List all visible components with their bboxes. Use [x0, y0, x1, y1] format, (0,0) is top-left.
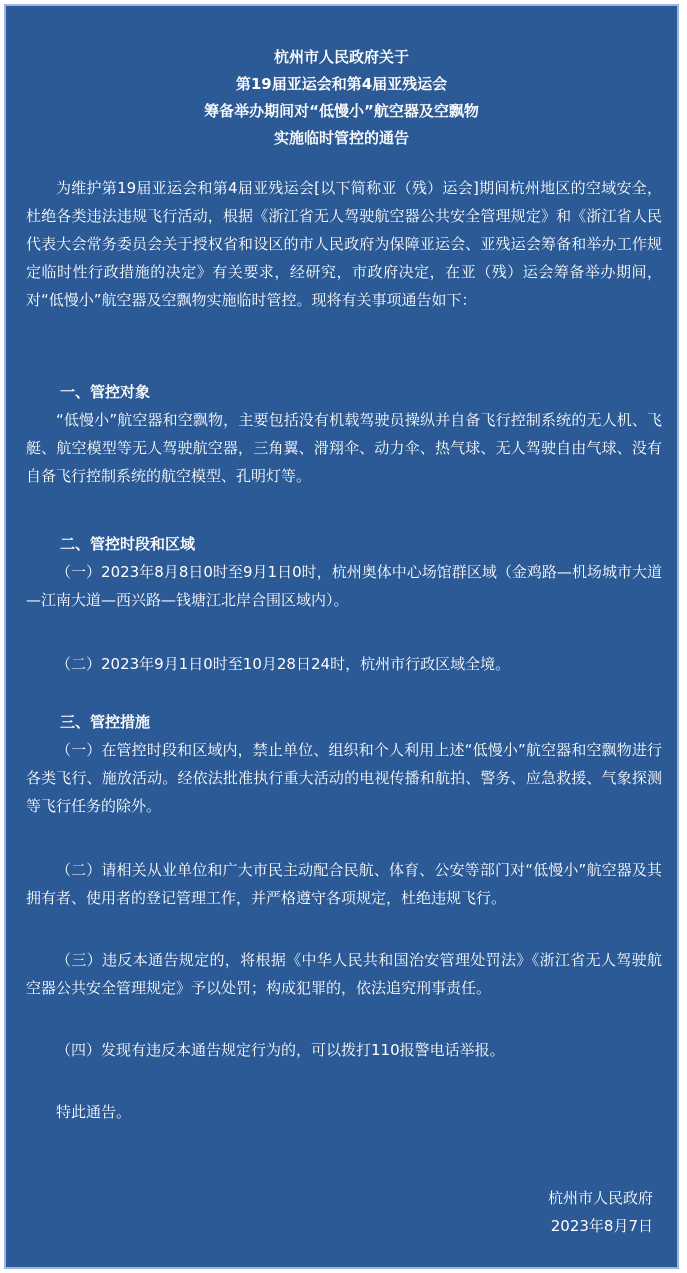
notice-panel [4, 4, 679, 1269]
title-line-1: 杭州市人民政府关于 [273, 48, 409, 66]
closing-text: 特此通告。 [56, 1103, 132, 1121]
title-line-2: 第19届亚运会和第4届亚残运会 [235, 75, 448, 93]
section-heading-period-area: 二、管控时段和区域 [60, 535, 196, 553]
issue-date: 2023年8月7日 [550, 1217, 653, 1235]
notice-title [6, 44, 677, 152]
section-2-paragraph-1: （一）2023年8月8日0时至9月1日0时，杭州奥体中心场馆群区域（金鸡路—机场城市大道—江南大道—西兴路—钱塘江北岸合围区域内）。 [26, 563, 662, 609]
issuer-name: 杭州市人民政府 [547, 1189, 653, 1207]
section-3-paragraph-3: （三）违反本通告规定的，将根据《中华人民共和国治安管理处罚法》《浙江省无人驾驶航空器公共安全管理规定》予以处罚；构成犯罪的，依法追究刑事责任。 [26, 951, 662, 997]
section-heading-targets: 一、管控对象 [60, 383, 151, 401]
section-1-paragraph-1: “低慢小”航空器和空飘物，主要包括没有机载驾驶员操纵并自备飞行控制系统的无人机、飞艇、航空模型等无人驾驶航空器，三角翼、滑翔伞、动力伞、热气球、无人驾驶自由气球、没有自备飞行控制系统的航空模型、孔明灯等。 [26, 411, 662, 485]
section-2-paragraph-2: （二）2023年9月1日0时至10月28日24时，杭州市行政区域全境。 [56, 655, 511, 673]
title-line-4: 实施临时管控的通告 [273, 129, 409, 147]
section-3-paragraph-4: （四）发现有违反本通告规定行为的，可以拨打110报警电话举报。 [56, 1041, 505, 1059]
section-3-paragraph-2: （二）请相关从业单位和广大市民主动配合民航、体育、公安等部门对“低慢小”航空器及其拥有者、使用者的登记管理工作，并严格遵守各项规定，杜绝违规飞行。 [26, 861, 662, 907]
title-line-3: 筹备举办期间对“低慢小”航空器及空飘物 [204, 102, 479, 120]
intro-paragraph: 为维护第19届亚运会和第4届亚残运会[以下简称亚（残）运会]期间杭州地区的空域安全，杜绝各类违法违规飞行活动，根据《浙江省无人驾驶航空器公共安全管理规定》和《浙江省人民代表大会常务委员会关于授权省和设区的市人民政府为保障亚运会、亚残运会筹备和举办工作规定临时性行政措施的决定》有关要求，经研究，市政府决定，在亚（残）运会筹备举办期间，对“低慢小”航空器及空飘物实施临时管控。现将有关事项通告如下： [26, 179, 662, 309]
section-3-paragraph-1: （一）在管控时段和区域内，禁止单位、组织和个人利用上述“低慢小”航空器和空飘物进行各类飞行、施放活动。经依法批准执行重大活动的电视传播和航拍、警务、应急救援、气象探测等飞行任务的除外。 [26, 741, 662, 815]
section-heading-measures: 三、管控措施 [60, 713, 151, 731]
